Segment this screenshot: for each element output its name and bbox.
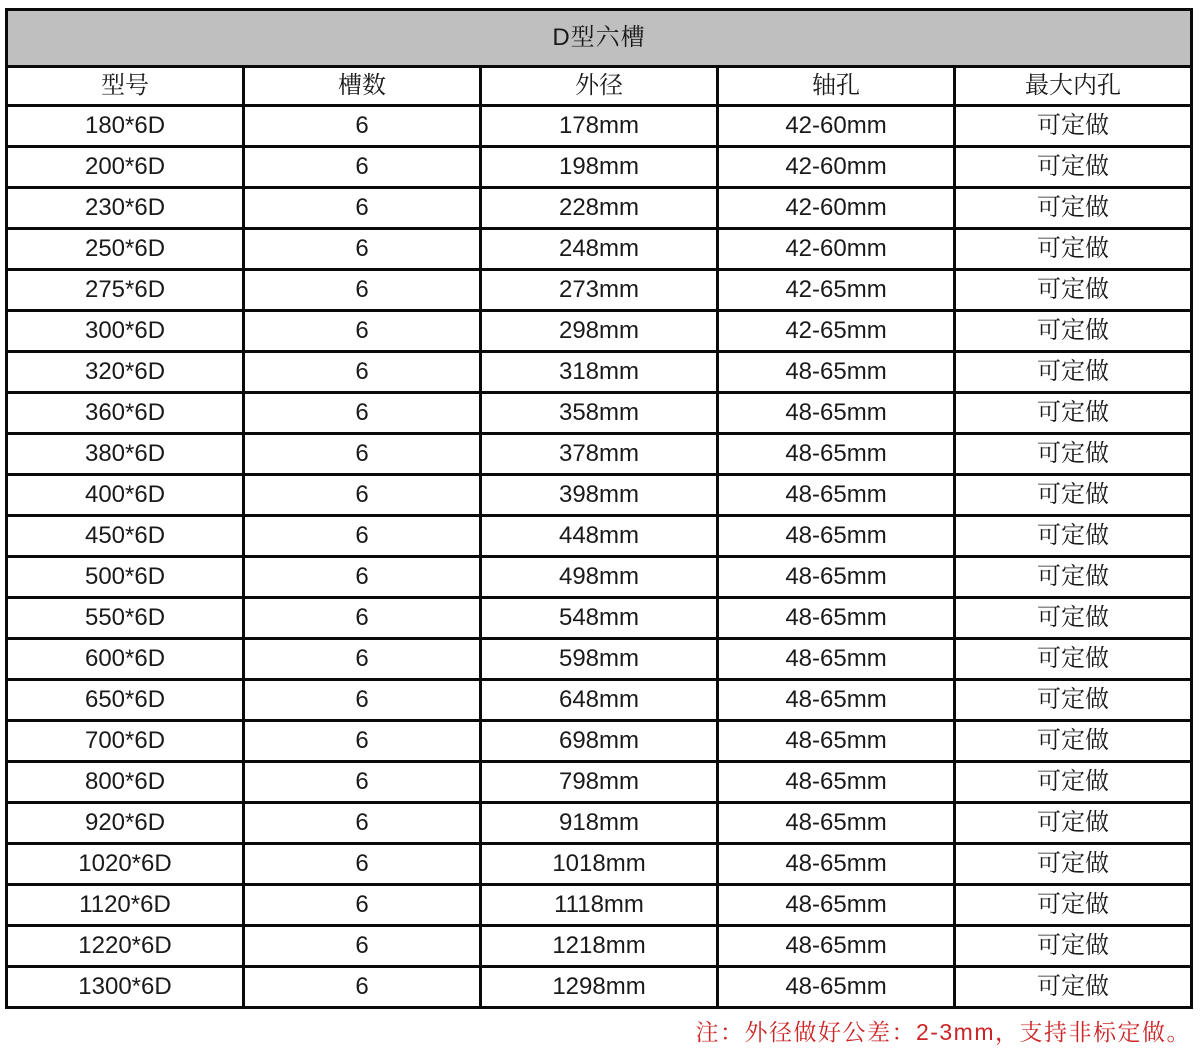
cell-model: 1300*6D (7, 967, 244, 1008)
cell-model: 550*6D (7, 598, 244, 639)
cell-slots: 6 (244, 434, 481, 475)
table-row (7, 229, 1192, 270)
cell-shaft-hole: 48-65mm (718, 844, 955, 885)
cell-slots: 6 (244, 721, 481, 762)
cell-outer-diameter: 1018mm (481, 844, 718, 885)
cell-model: 275*6D (7, 270, 244, 311)
cell-shaft-hole: 48-65mm (718, 557, 955, 598)
table-body (7, 106, 1192, 1008)
column-header-max-bore: 最大内孔 (955, 67, 1192, 106)
cell-outer-diameter: 1218mm (481, 926, 718, 967)
cell-outer-diameter: 228mm (481, 188, 718, 229)
table-row (7, 393, 1192, 434)
table-row (7, 475, 1192, 516)
cell-shaft-hole: 48-65mm (718, 393, 955, 434)
cell-outer-diameter: 648mm (481, 680, 718, 721)
table-row (7, 844, 1192, 885)
cell-model: 250*6D (7, 229, 244, 270)
cell-max-bore: 可定做 (955, 188, 1192, 229)
cell-max-bore: 可定做 (955, 639, 1192, 680)
column-header-outer-diameter: 外径 (481, 67, 718, 106)
cell-model: 700*6D (7, 721, 244, 762)
cell-slots: 6 (244, 967, 481, 1008)
cell-shaft-hole: 48-65mm (718, 352, 955, 393)
table-title: D型六槽 (7, 10, 1192, 67)
cell-outer-diameter: 358mm (481, 393, 718, 434)
cell-max-bore: 可定做 (955, 598, 1192, 639)
table-row (7, 680, 1192, 721)
cell-slots: 6 (244, 475, 481, 516)
cell-slots: 6 (244, 598, 481, 639)
cell-slots: 6 (244, 680, 481, 721)
cell-shaft-hole: 48-65mm (718, 885, 955, 926)
cell-outer-diameter: 398mm (481, 475, 718, 516)
table-row (7, 516, 1192, 557)
cell-model: 920*6D (7, 803, 244, 844)
cell-outer-diameter: 598mm (481, 639, 718, 680)
cell-outer-diameter: 178mm (481, 106, 718, 147)
cell-model: 450*6D (7, 516, 244, 557)
cell-slots: 6 (244, 762, 481, 803)
table-row (7, 885, 1192, 926)
column-header-slots: 槽数 (244, 67, 481, 106)
cell-model: 1220*6D (7, 926, 244, 967)
cell-model: 400*6D (7, 475, 244, 516)
table-row (7, 762, 1192, 803)
cell-outer-diameter: 1298mm (481, 967, 718, 1008)
table-row (7, 557, 1192, 598)
cell-shaft-hole: 42-65mm (718, 270, 955, 311)
cell-outer-diameter: 198mm (481, 147, 718, 188)
cell-outer-diameter: 798mm (481, 762, 718, 803)
cell-outer-diameter: 298mm (481, 311, 718, 352)
table-row (7, 147, 1192, 188)
cell-outer-diameter: 1118mm (481, 885, 718, 926)
cell-shaft-hole: 48-65mm (718, 639, 955, 680)
cell-max-bore: 可定做 (955, 147, 1192, 188)
cell-max-bore: 可定做 (955, 270, 1192, 311)
cell-shaft-hole: 48-65mm (718, 762, 955, 803)
cell-model: 360*6D (7, 393, 244, 434)
table-row (7, 967, 1192, 1008)
cell-slots: 6 (244, 311, 481, 352)
cell-shaft-hole: 48-65mm (718, 434, 955, 475)
cell-slots: 6 (244, 393, 481, 434)
cell-max-bore: 可定做 (955, 803, 1192, 844)
cell-max-bore: 可定做 (955, 311, 1192, 352)
cell-max-bore: 可定做 (955, 680, 1192, 721)
cell-model: 320*6D (7, 352, 244, 393)
table-row (7, 434, 1192, 475)
cell-model: 380*6D (7, 434, 244, 475)
cell-max-bore: 可定做 (955, 844, 1192, 885)
cell-outer-diameter: 698mm (481, 721, 718, 762)
cell-max-bore: 可定做 (955, 106, 1192, 147)
cell-max-bore: 可定做 (955, 762, 1192, 803)
cell-outer-diameter: 378mm (481, 434, 718, 475)
cell-outer-diameter: 498mm (481, 557, 718, 598)
table-row (7, 803, 1192, 844)
cell-outer-diameter: 318mm (481, 352, 718, 393)
cell-max-bore: 可定做 (955, 393, 1192, 434)
header-row (7, 67, 1192, 106)
cell-shaft-hole: 48-65mm (718, 926, 955, 967)
cell-slots: 6 (244, 106, 481, 147)
cell-model: 300*6D (7, 311, 244, 352)
table-row (7, 352, 1192, 393)
cell-model: 1020*6D (7, 844, 244, 885)
cell-shaft-hole: 48-65mm (718, 516, 955, 557)
cell-max-bore: 可定做 (955, 967, 1192, 1008)
footnote: 注：外径做好公差：2-3mm，支持非标定做。 (695, 1019, 1191, 1045)
cell-slots: 6 (244, 639, 481, 680)
cell-slots: 6 (244, 844, 481, 885)
cell-shaft-hole: 48-65mm (718, 680, 955, 721)
cell-max-bore: 可定做 (955, 926, 1192, 967)
cell-shaft-hole: 42-65mm (718, 311, 955, 352)
table-row (7, 270, 1192, 311)
cell-shaft-hole: 42-60mm (718, 147, 955, 188)
cell-shaft-hole: 42-60mm (718, 188, 955, 229)
table-row (7, 106, 1192, 147)
cell-model: 180*6D (7, 106, 244, 147)
cell-shaft-hole: 48-65mm (718, 721, 955, 762)
title-row (7, 10, 1192, 67)
column-header-shaft-hole: 轴孔 (718, 67, 955, 106)
table-row (7, 598, 1192, 639)
cell-max-bore: 可定做 (955, 434, 1192, 475)
cell-shaft-hole: 48-65mm (718, 475, 955, 516)
cell-shaft-hole: 48-65mm (718, 967, 955, 1008)
cell-max-bore: 可定做 (955, 475, 1192, 516)
cell-model: 200*6D (7, 147, 244, 188)
table-row (7, 926, 1192, 967)
cell-model: 1120*6D (7, 885, 244, 926)
cell-outer-diameter: 918mm (481, 803, 718, 844)
cell-slots: 6 (244, 147, 481, 188)
cell-shaft-hole: 48-65mm (718, 598, 955, 639)
cell-slots: 6 (244, 516, 481, 557)
table-row (7, 188, 1192, 229)
cell-slots: 6 (244, 926, 481, 967)
cell-outer-diameter: 248mm (481, 229, 718, 270)
cell-outer-diameter: 273mm (481, 270, 718, 311)
cell-max-bore: 可定做 (955, 885, 1192, 926)
cell-outer-diameter: 448mm (481, 516, 718, 557)
cell-model: 500*6D (7, 557, 244, 598)
cell-shaft-hole: 48-65mm (718, 803, 955, 844)
cell-max-bore: 可定做 (955, 557, 1192, 598)
cell-max-bore: 可定做 (955, 352, 1192, 393)
cell-slots: 6 (244, 270, 481, 311)
cell-model: 230*6D (7, 188, 244, 229)
cell-max-bore: 可定做 (955, 229, 1192, 270)
cell-shaft-hole: 42-60mm (718, 106, 955, 147)
cell-max-bore: 可定做 (955, 721, 1192, 762)
cell-model: 800*6D (7, 762, 244, 803)
cell-slots: 6 (244, 188, 481, 229)
cell-max-bore: 可定做 (955, 516, 1192, 557)
cell-model: 600*6D (7, 639, 244, 680)
column-header-model: 型号 (7, 67, 244, 106)
cell-slots: 6 (244, 885, 481, 926)
table-row (7, 721, 1192, 762)
cell-model: 650*6D (7, 680, 244, 721)
spec-table (5, 8, 1193, 1009)
cell-slots: 6 (244, 229, 481, 270)
cell-slots: 6 (244, 352, 481, 393)
table-row (7, 639, 1192, 680)
table-row (7, 311, 1192, 352)
cell-slots: 6 (244, 803, 481, 844)
cell-slots: 6 (244, 557, 481, 598)
cell-shaft-hole: 42-60mm (718, 229, 955, 270)
cell-outer-diameter: 548mm (481, 598, 718, 639)
